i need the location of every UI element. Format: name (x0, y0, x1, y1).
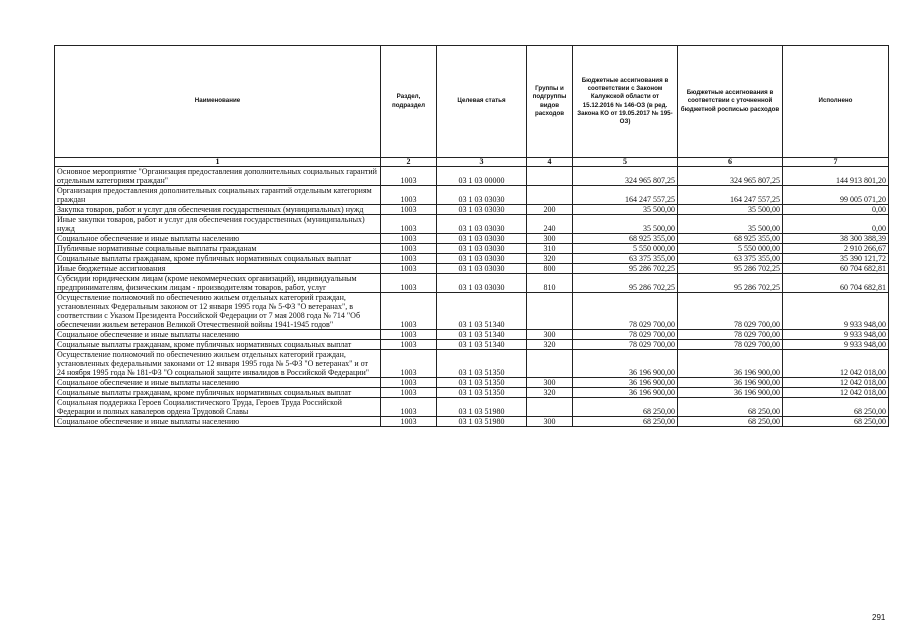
row-executed-amount-cell: 68 250,00 (783, 398, 889, 417)
row-executed-amount-cell: 9 933 948,00 (783, 293, 889, 330)
header-group: Группы и подгруппы видов расходов (527, 46, 573, 158)
row-section-cell: 1003 (381, 167, 437, 186)
table-row (55, 388, 889, 398)
row-law-amount-cell: 68 250,00 (573, 417, 678, 427)
row-executed-amount-cell: 38 300 388,39 (783, 234, 889, 244)
row-law-amount-cell: 164 247 557,25 (573, 186, 678, 205)
table-row (55, 293, 889, 330)
row-executed-amount-cell: 9 933 948,00 (783, 330, 889, 340)
column-number: 4 (527, 158, 573, 167)
table-row (55, 264, 889, 274)
row-name-cell: Осуществление полномочий по обеспечению жильем отдельных категорий граждан, установленных федеральными законами от 12 января 1995 года № 5-ФЗ "О ветеранах" и от 24 ноября 1995 года № 181-ФЗ "О социальной защите инвалидов в Российской Федерации" (55, 350, 381, 378)
row-article-cell: 03 1 03 51350 (437, 350, 527, 378)
page-number: 291 (872, 613, 886, 622)
row-law-amount-cell: 324 965 807,25 (573, 167, 678, 186)
table-row (55, 417, 889, 427)
header-article: Целевая статья (437, 46, 527, 158)
row-law-amount-cell: 35 500,00 (573, 215, 678, 234)
row-refined-amount-cell: 78 029 700,00 (678, 330, 783, 340)
row-name-cell: Публичные нормативные социальные выплаты гражданам (55, 244, 381, 254)
row-article-cell: 03 1 03 03030 (437, 186, 527, 205)
row-law-amount-cell: 95 286 702,25 (573, 274, 678, 293)
row-article-cell: 03 1 03 51340 (437, 330, 527, 340)
row-section-cell: 1003 (381, 378, 437, 388)
row-law-amount-cell: 36 196 900,00 (573, 388, 678, 398)
column-number: 7 (783, 158, 889, 167)
row-law-amount-cell: 95 286 702,25 (573, 264, 678, 274)
table-body (55, 167, 889, 427)
header-refined-appropriations: Бюджетные ассигнования в соответствии с уточненной бюджетной росписью расходов (678, 46, 783, 158)
row-refined-amount-cell: 35 500,00 (678, 205, 783, 215)
row-section-cell: 1003 (381, 205, 437, 215)
table-row (55, 274, 889, 293)
row-group-cell: 800 (527, 264, 573, 274)
header-law-appropriations: Бюджетные ассигнования в соответствии с Законом Калужской области от 15.12.2016 № 146-ОЗ (в ред. Закона КО от 19.05.2017 № 195-ОЗ) (573, 46, 678, 158)
row-article-cell: 03 1 03 51980 (437, 398, 527, 417)
header-name: Наименование (55, 46, 381, 158)
row-group-cell (527, 167, 573, 186)
row-section-cell: 1003 (381, 388, 437, 398)
row-group-cell: 320 (527, 254, 573, 264)
row-law-amount-cell: 68 250,00 (573, 398, 678, 417)
row-group-cell: 240 (527, 215, 573, 234)
column-number: 2 (381, 158, 437, 167)
table-row (55, 330, 889, 340)
row-law-amount-cell: 36 196 900,00 (573, 350, 678, 378)
row-refined-amount-cell: 5 550 000,00 (678, 244, 783, 254)
row-section-cell: 1003 (381, 186, 437, 205)
row-section-cell: 1003 (381, 244, 437, 254)
row-group-cell: 810 (527, 274, 573, 293)
row-refined-amount-cell: 78 029 700,00 (678, 293, 783, 330)
row-refined-amount-cell: 95 286 702,25 (678, 274, 783, 293)
column-number: 5 (573, 158, 678, 167)
row-refined-amount-cell: 36 196 900,00 (678, 388, 783, 398)
row-section-cell: 1003 (381, 293, 437, 330)
row-name-cell: Субсидии юридическим лицам (кроме некоммерческих организаций), индивидуальным предпринимателям, физическим лицам - производителям товаров, работ, услуг (55, 274, 381, 293)
row-group-cell: 300 (527, 234, 573, 244)
row-section-cell: 1003 (381, 254, 437, 264)
row-law-amount-cell: 35 500,00 (573, 205, 678, 215)
row-executed-amount-cell: 60 704 682,81 (783, 264, 889, 274)
row-group-cell: 300 (527, 330, 573, 340)
table-row (55, 234, 889, 244)
row-executed-amount-cell: 35 390 121,72 (783, 254, 889, 264)
row-article-cell: 03 1 03 00000 (437, 167, 527, 186)
row-section-cell: 1003 (381, 417, 437, 427)
column-number: 6 (678, 158, 783, 167)
row-section-cell: 1003 (381, 340, 437, 350)
row-law-amount-cell: 78 029 700,00 (573, 340, 678, 350)
row-name-cell: Закупка товаров, работ и услуг для обеспечения государственных (муниципальных) нужд (55, 205, 381, 215)
row-executed-amount-cell: 68 250,00 (783, 417, 889, 427)
row-name-cell: Социальные выплаты гражданам, кроме публичных нормативных социальных выплат (55, 254, 381, 264)
row-executed-amount-cell: 99 005 071,20 (783, 186, 889, 205)
row-law-amount-cell: 78 029 700,00 (573, 293, 678, 330)
row-article-cell: 03 1 03 51350 (437, 378, 527, 388)
budget-table (54, 45, 889, 427)
row-group-cell: 300 (527, 417, 573, 427)
table-row (55, 205, 889, 215)
header-row (55, 46, 889, 158)
row-law-amount-cell: 5 550 000,00 (573, 244, 678, 254)
row-article-cell: 03 1 03 03030 (437, 215, 527, 234)
row-article-cell: 03 1 03 51350 (437, 388, 527, 398)
row-name-cell: Социальное обеспечение и иные выплаты населению (55, 234, 381, 244)
row-refined-amount-cell: 164 247 557,25 (678, 186, 783, 205)
header-executed: Исполнено (783, 46, 889, 158)
row-name-cell: Социальные выплаты гражданам, кроме публичных нормативных социальных выплат (55, 340, 381, 350)
table-row (55, 340, 889, 350)
row-refined-amount-cell: 68 250,00 (678, 417, 783, 427)
row-refined-amount-cell: 324 965 807,25 (678, 167, 783, 186)
row-name-cell: Социальные выплаты гражданам, кроме публичных нормативных социальных выплат (55, 388, 381, 398)
row-name-cell: Социальное обеспечение и иные выплаты населению (55, 417, 381, 427)
row-name-cell: Организация предоставления дополнительных социальных гарантий отдельным категориям граждан (55, 186, 381, 205)
row-refined-amount-cell: 68 250,00 (678, 398, 783, 417)
header-section: Раздел, подраздел (381, 46, 437, 158)
row-group-cell: 300 (527, 378, 573, 388)
row-section-cell: 1003 (381, 330, 437, 340)
row-article-cell: 03 1 03 03030 (437, 274, 527, 293)
row-group-cell (527, 350, 573, 378)
row-executed-amount-cell: 144 913 801,20 (783, 167, 889, 186)
row-article-cell: 03 1 03 03030 (437, 244, 527, 254)
table-row (55, 350, 889, 378)
row-article-cell: 03 1 03 03030 (437, 264, 527, 274)
row-executed-amount-cell: 2 910 266,67 (783, 244, 889, 254)
row-name-cell: Основное мероприятие "Организация предоставления дополнительных социальных гарантий отдельным категориям граждан" (55, 167, 381, 186)
row-article-cell: 03 1 03 03030 (437, 205, 527, 215)
row-executed-amount-cell: 0,00 (783, 205, 889, 215)
row-group-cell: 200 (527, 205, 573, 215)
row-executed-amount-cell: 60 704 682,81 (783, 274, 889, 293)
row-law-amount-cell: 78 029 700,00 (573, 330, 678, 340)
row-refined-amount-cell: 68 925 355,00 (678, 234, 783, 244)
column-number: 1 (55, 158, 381, 167)
row-section-cell: 1003 (381, 274, 437, 293)
column-number-row (55, 158, 889, 167)
row-refined-amount-cell: 36 196 900,00 (678, 378, 783, 388)
row-name-cell: Социальное обеспечение и иные выплаты населению (55, 330, 381, 340)
table-row (55, 254, 889, 264)
row-group-cell (527, 398, 573, 417)
row-name-cell: Социальная поддержка Героев Социалистического Труда, Героев Труда Российской Федерации и полных кавалеров ордена Трудовой Славы (55, 398, 381, 417)
row-executed-amount-cell: 0,00 (783, 215, 889, 234)
row-name-cell: Иные бюджетные ассигнования (55, 264, 381, 274)
row-section-cell: 1003 (381, 350, 437, 378)
row-group-cell: 320 (527, 388, 573, 398)
row-section-cell: 1003 (381, 398, 437, 417)
row-group-cell (527, 293, 573, 330)
row-group-cell: 310 (527, 244, 573, 254)
row-article-cell: 03 1 03 51340 (437, 340, 527, 350)
row-refined-amount-cell: 35 500,00 (678, 215, 783, 234)
row-section-cell: 1003 (381, 264, 437, 274)
row-article-cell: 03 1 03 51980 (437, 417, 527, 427)
table-row (55, 244, 889, 254)
row-article-cell: 03 1 03 03030 (437, 254, 527, 264)
column-number: 3 (437, 158, 527, 167)
row-law-amount-cell: 36 196 900,00 (573, 378, 678, 388)
table-row (55, 186, 889, 205)
row-name-cell: Осуществление полномочий по обеспечению жильем отдельных категорий граждан, установленных Федеральным законом от 12 января 1995 года № 5-ФЗ "О ветеранах", в соответствии с Указом Президента Российской Федерации от 7 мая 2008 года № 714 "Об обеспечении жильем ветеранов Великой Отечественной войны 1941-1945 годов" (55, 293, 381, 330)
row-article-cell: 03 1 03 51340 (437, 293, 527, 330)
row-section-cell: 1003 (381, 234, 437, 244)
row-executed-amount-cell: 12 042 018,00 (783, 388, 889, 398)
row-executed-amount-cell: 12 042 018,00 (783, 378, 889, 388)
table-row (55, 167, 889, 186)
row-name-cell: Иные закупки товаров, работ и услуг для обеспечения государственных (муниципальных) нужд (55, 215, 381, 234)
row-refined-amount-cell: 78 029 700,00 (678, 340, 783, 350)
row-executed-amount-cell: 9 933 948,00 (783, 340, 889, 350)
row-refined-amount-cell: 95 286 702,25 (678, 264, 783, 274)
table-row (55, 378, 889, 388)
row-group-cell (527, 186, 573, 205)
row-group-cell: 320 (527, 340, 573, 350)
row-refined-amount-cell: 36 196 900,00 (678, 350, 783, 378)
row-section-cell: 1003 (381, 215, 437, 234)
row-law-amount-cell: 63 375 355,00 (573, 254, 678, 264)
table-row (55, 215, 889, 234)
row-name-cell: Социальное обеспечение и иные выплаты населению (55, 378, 381, 388)
row-law-amount-cell: 68 925 355,00 (573, 234, 678, 244)
row-article-cell: 03 1 03 03030 (437, 234, 527, 244)
table-row (55, 398, 889, 417)
row-executed-amount-cell: 12 042 018,00 (783, 350, 889, 378)
row-refined-amount-cell: 63 375 355,00 (678, 254, 783, 264)
